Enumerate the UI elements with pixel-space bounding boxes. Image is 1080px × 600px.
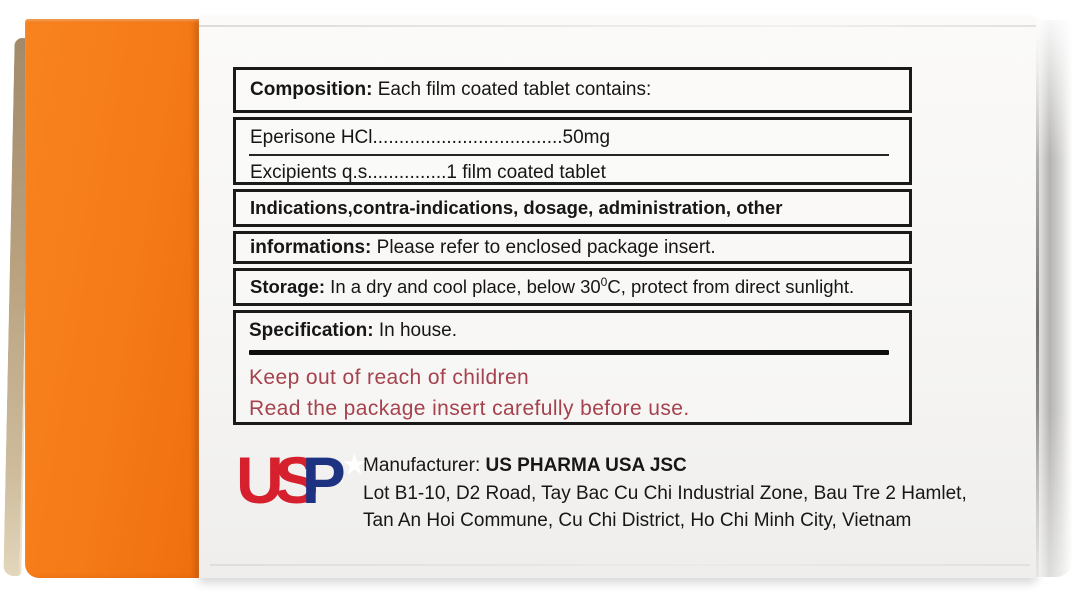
warning-read-insert: Read the package insert carefully before use.: [249, 396, 690, 420]
storage-text: Storage: In a dry and cool place, below $30^0C$, protect from direct sunlight.: [250, 275, 855, 298]
manufacturer-name-line: Manufacturer: US PHARMA USA JSC: [363, 455, 687, 476]
manufacturer-block: [363, 452, 967, 535]
storage-label: Storage:: [250, 276, 326, 298]
box-top-crease: [199, 25, 1036, 27]
indications-line: Indications,contra-indications, dosage, administration, other: [250, 197, 783, 219]
drug-info-table: [233, 67, 912, 429]
informations-label: informations:: [250, 236, 372, 258]
ingredient-line: Eperisone HCl....................................50mg: [250, 127, 611, 148]
excipient-line: Excipients q.s...............1 film coated tablet: [250, 161, 606, 183]
ingredient-divider-line: [249, 154, 889, 156]
degree-superscript: 0: [600, 275, 608, 290]
specification-label: Specification:: [249, 320, 374, 341]
box-bottom-crease: [210, 564, 1030, 566]
usp-logo: [236, 443, 366, 517]
dosage-row: [233, 117, 912, 185]
manufacturer-address-line2: Tan An Hoi Commune, Cu Chi District, Ho Chi Minh City, Vietnam: [363, 510, 912, 531]
composition-text: Composition: Each film coated tablet contains:: [250, 79, 652, 101]
manufacturer-address-line1: Lot B1-10, D2 Road, Tay Bac Cu Chi Industrial Zone, Bau Tre 2 Hamlet,: [363, 482, 967, 504]
manufacturer-name: US PHARMA USA JSC: [485, 455, 687, 476]
box-orange-side-panel: [25, 19, 199, 578]
composition-row: [233, 67, 912, 113]
composition-label: Composition:: [250, 79, 373, 101]
informations-text: informations: Please refer to enclosed package insert.: [250, 236, 716, 258]
warning-keep-out-of-reach: Keep out of reach of children: [249, 365, 530, 389]
star-icon: ★: [343, 451, 366, 479]
box-right-edge: [1036, 20, 1072, 577]
specification-text: Specification: In house.: [249, 320, 458, 341]
storage-row: [233, 268, 912, 306]
usp-logo-us-letters: US: [236, 443, 310, 517]
usp-logo-p-letter: P ★: [301, 443, 366, 517]
specification-row: [233, 310, 912, 425]
informations-row: [233, 231, 912, 264]
black-separator-bar: [249, 350, 889, 355]
indications-row: [233, 189, 912, 227]
